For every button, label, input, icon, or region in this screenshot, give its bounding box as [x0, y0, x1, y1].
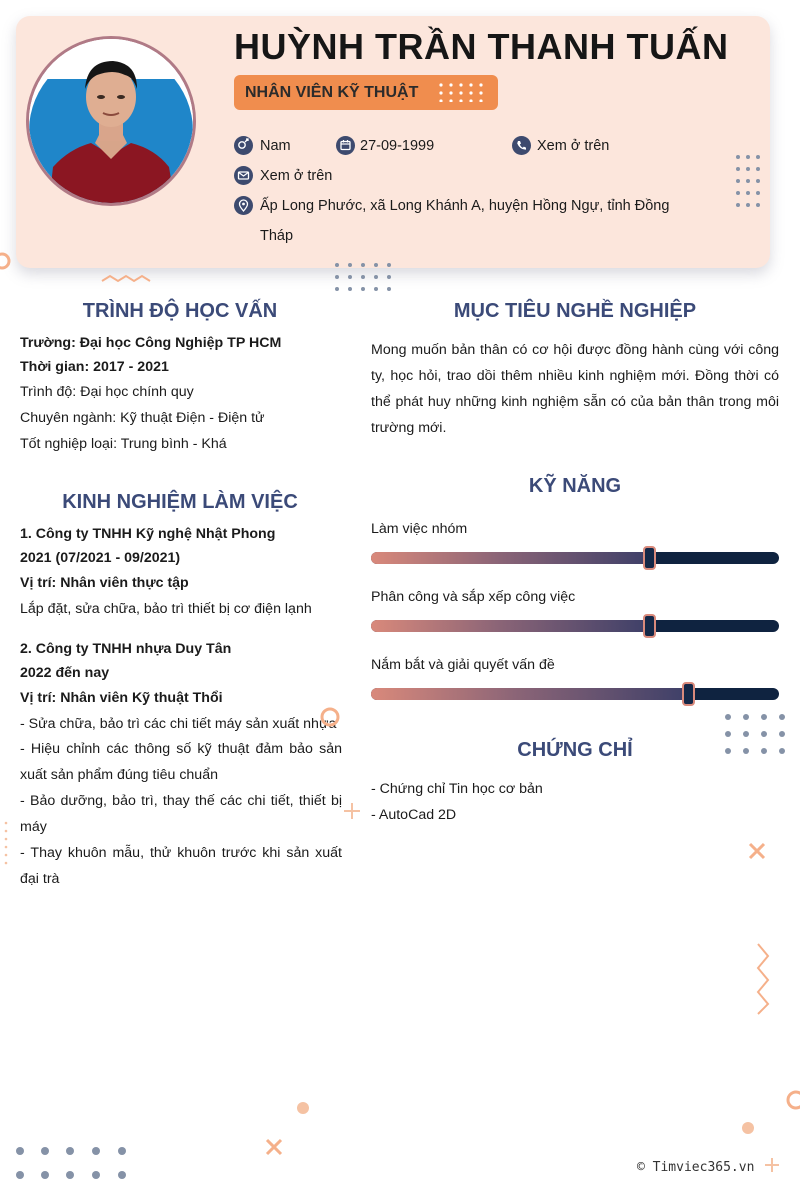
- education-time: Thời gian: 2017 - 2021: [20, 359, 169, 375]
- gender-value: Nam: [260, 138, 291, 154]
- education-grade: Tốt nghiệp loại: Trung bình - Khá: [20, 436, 227, 452]
- skill-label: Làm việc nhóm: [371, 521, 468, 537]
- candidate-name: HUỲNH TRẦN THANH TUẤN: [234, 26, 729, 67]
- phone-value: Xem ở trên: [537, 138, 610, 154]
- skills-title: KỸ NĂNG: [528, 475, 622, 497]
- address-line-1: Ấp Long Phước, xã Long Khánh A, huyện Hồng Ngự, tỉnh Đồng: [260, 198, 670, 214]
- job-2-company: 2. Công ty TNHH nhựa Duy Tân: [20, 641, 232, 657]
- address-line-2: Tháp: [260, 228, 294, 244]
- skill-label: Phân công và sắp xếp công việc: [371, 589, 576, 605]
- skill-label: Nắm bắt và giải quyết vấn đề: [371, 657, 555, 673]
- certificate-item: - AutoCad 2D: [371, 807, 457, 823]
- job-title: NHÂN VIÊN KỸ THUẬT: [245, 84, 419, 101]
- watermark: © Timviec365.vn: [637, 1160, 755, 1175]
- job-1-period: 2021 (07/2021 - 09/2021): [20, 550, 181, 566]
- job-2-duty: - Thay khuôn mẫu, thử khuôn trước khi sản xuất đại trà: [20, 845, 342, 887]
- birthday-value: 27-09-1999: [360, 138, 435, 154]
- job-2-position: Vị trí: Nhân viên Kỹ thuật Thổi: [20, 690, 223, 706]
- job-1-company: 1. Công ty TNHH Kỹ nghệ Nhật Phong: [20, 526, 276, 542]
- education-title: TRÌNH ĐỘ HỌC VẤN: [82, 300, 278, 322]
- job-2-duty: - Bảo dưỡng, bảo trì, thay thế các chi tiết, thiết bị máy: [20, 793, 342, 835]
- job-2-duty: - Sửa chữa, bảo trì các chi tiết máy sản xuất nhựa: [20, 716, 337, 732]
- objective-title: MỤC TIÊU NGHỀ NGHIỆP: [453, 300, 697, 322]
- job-1-duty: Lắp đặt, sửa chữa, bảo trì thiết bị cơ điện lạnh: [20, 601, 312, 617]
- experience-title: KINH NGHIỆM LÀM VIỆC: [62, 491, 298, 513]
- education-major: Chuyên ngành: Kỹ thuật Điện - Điện tử: [20, 410, 265, 426]
- job-1-position: Vị trí: Nhân viên thực tập: [20, 575, 189, 591]
- education-school: Trường: Đại học Công Nghiệp TP HCM: [20, 335, 282, 351]
- education-level: Trình độ: Đại học chính quy: [20, 384, 194, 400]
- objective-text: Mong muốn bản thân có cơ hội được đồng hành cùng với công ty, học hỏi, trao dồi thêm nhiều kinh nghiệm mới. Đồng thời có thể phát huy những kinh nghiệm sẵn có của bản thân trong môi trường mới.: [371, 342, 779, 436]
- email-value: Xem ở trên: [260, 168, 333, 184]
- job-2-period: 2022 đến nay: [20, 665, 110, 681]
- job-2-duty: - Hiệu chỉnh các thông số kỹ thuật đảm bảo sản xuất sản phẩm đúng tiêu chuẩn: [20, 741, 342, 783]
- certificates-title: CHỨNG CHỈ: [517, 739, 633, 761]
- certificate-item: - Chứng chỉ Tin học cơ bản: [371, 781, 543, 797]
